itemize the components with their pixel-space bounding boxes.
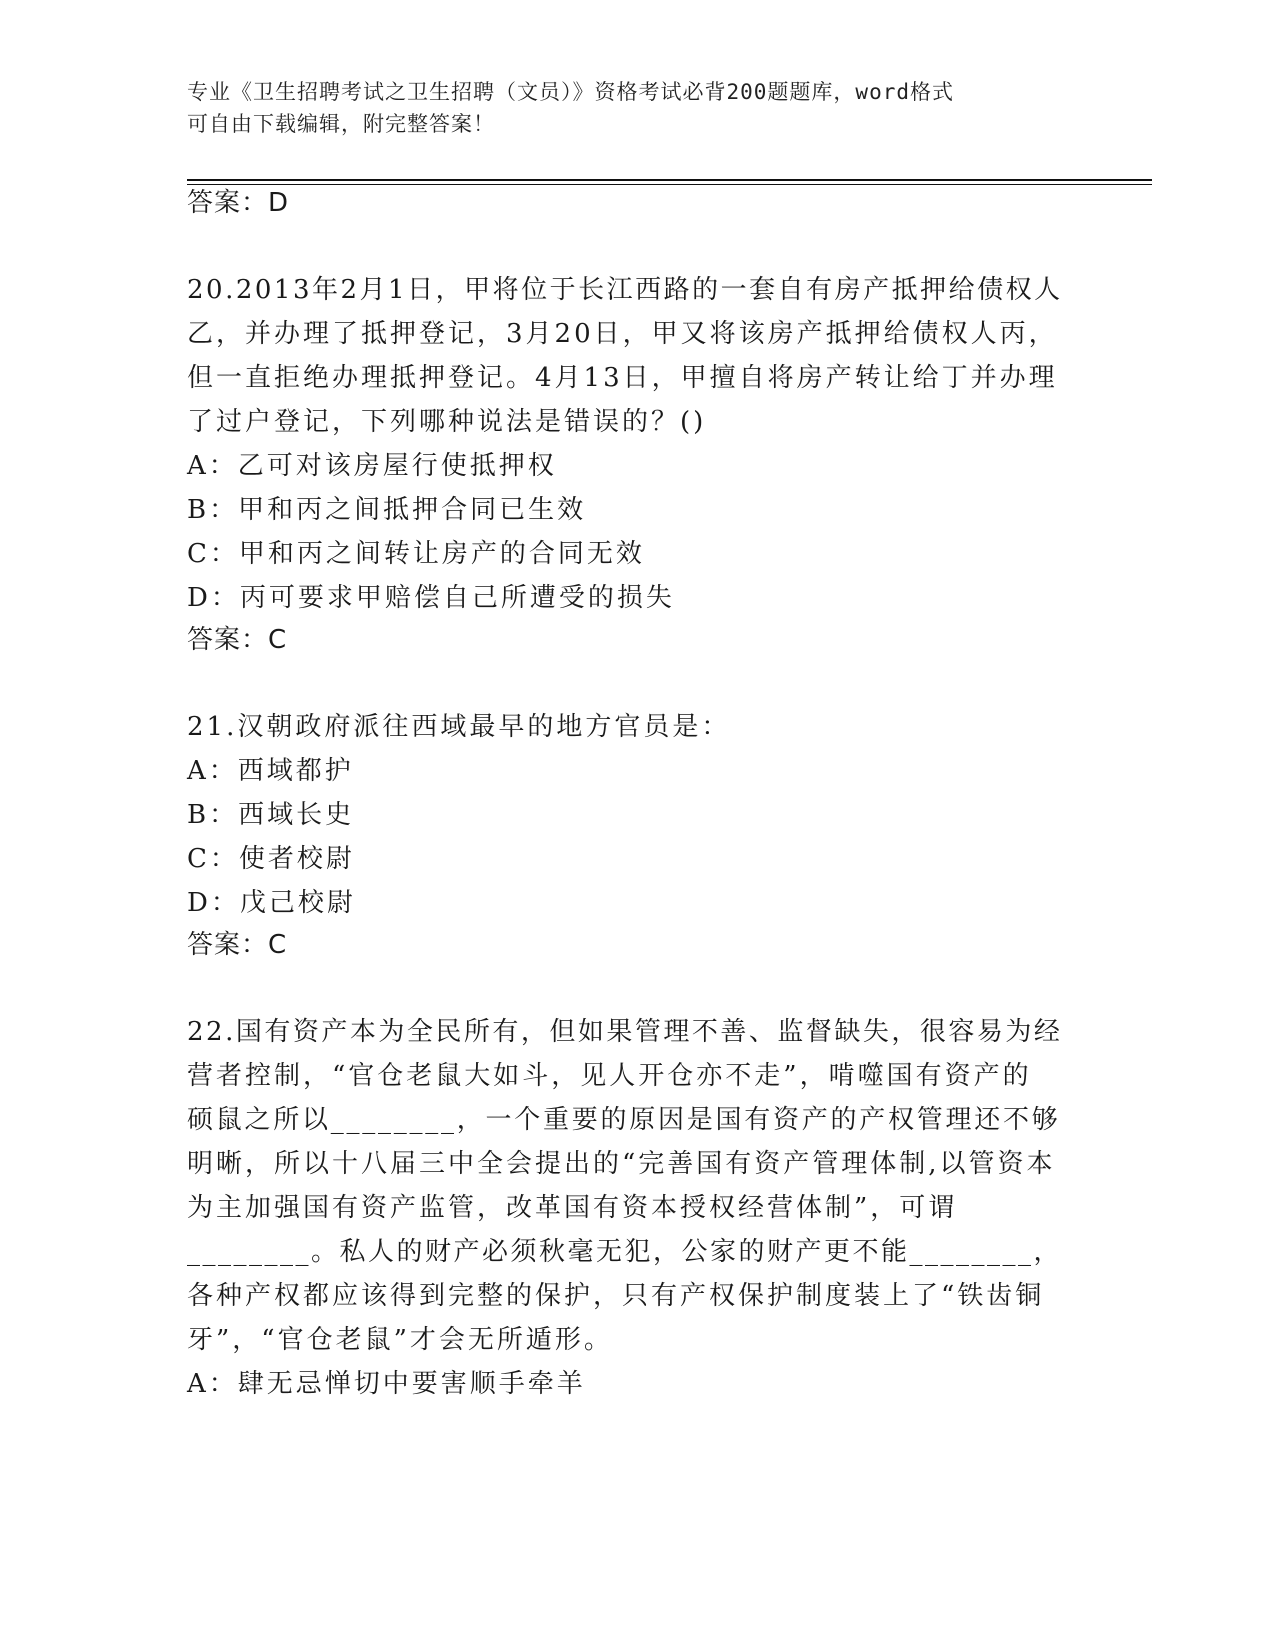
q22-stem-line-3: 硕鼠之所以________，一个重要的原因是国有资产的产权管理还不够 <box>187 1105 1061 1135</box>
header-divider-thick <box>187 179 1152 181</box>
q22-stem-line-1: 22.国有资产本为全民所有，但如果管理不善、监督缺失，很容易为经 <box>187 1017 1063 1047</box>
q22-stem-line-8: 牙”，“官仓老鼠”才会无所遁形。 <box>187 1325 613 1355</box>
q21-option-d: D：戊己校尉 <box>187 888 356 918</box>
previous-answer: 答案：D <box>187 188 290 218</box>
q20-option-c: C：甲和丙之间转让房产的合同无效 <box>187 539 645 569</box>
q22-stem-line-7: 各种产权都应该得到完整的保护，只有产权保护制度装上了“铁齿铜 <box>187 1281 1045 1311</box>
q20-stem-line-1: 20.2013年2月1日，甲将位于长江西路的一套自有房产抵押给债权人 <box>187 275 1063 305</box>
q22-stem-line-4: 明晰，所以十八届三中全会提出的“完善国有资产管理体制,以管资本 <box>187 1149 1056 1179</box>
header-line-2: 可自由下载编辑，附完整答案！ <box>187 112 495 136</box>
q20-stem-line-2: 乙，并办理了抵押登记，3月20日，甲又将该房产抵押给债权人丙， <box>187 319 1058 349</box>
q20-stem-line-3: 但一直拒绝办理抵押登记。4月13日，甲擅自将房产转让给丁并办理 <box>187 363 1058 393</box>
page-header <box>187 76 1067 140</box>
q21-answer: 答案：C <box>187 930 288 960</box>
q22-stem-line-5: 为主加强国有资产监管，改革国有资本授权经营体制”，可谓 <box>187 1193 958 1223</box>
q21-stem-line-1: 21.汉朝政府派往西域最早的地方官员是： <box>187 712 731 742</box>
q20-stem-line-4: 了过户登记，下列哪种说法是错误的？() <box>187 407 707 437</box>
q22-stem-line-6: ________。私人的财产必须秋毫无犯，公家的财产更不能________， <box>187 1237 1063 1267</box>
header-line-1: 专业《卫生招聘考试之卫生招聘（文员）》资格考试必背200题题库，word格式 <box>187 80 954 104</box>
q21-option-c: C：使者校尉 <box>187 844 355 874</box>
q22-stem-line-2: 营者控制，“官仓老鼠大如斗，见人开仓亦不走”，啃噬国有资产的 <box>187 1061 1032 1091</box>
q21-option-b: B：西域长史 <box>187 800 355 830</box>
q22-option-a: A：肆无忌惮切中要害顺手牵羊 <box>187 1369 586 1399</box>
q20-answer: 答案：C <box>187 625 288 655</box>
q20-option-b: B：甲和丙之间抵押合同已生效 <box>187 495 587 525</box>
q20-option-d: D：丙可要求甲赔偿自己所遭受的损失 <box>187 583 675 613</box>
header-divider-thin <box>187 184 1152 185</box>
q21-option-a: A：西域都护 <box>187 756 354 786</box>
q20-option-a: A：乙可对该房屋行使抵押权 <box>187 451 557 481</box>
